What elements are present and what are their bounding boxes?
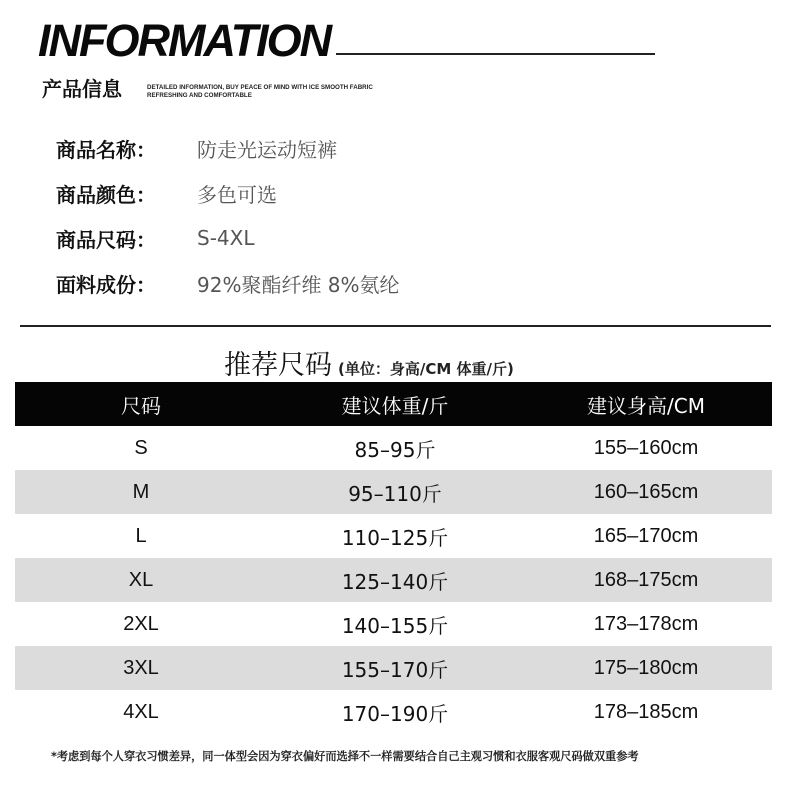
- page-title: INFORMATION: [38, 15, 331, 66]
- cell-size: L: [135, 524, 147, 547]
- column-header-weight: 建议体重/斤: [341, 393, 449, 418]
- info-row-name: [56, 133, 337, 163]
- info-label: 商品颜色：: [56, 182, 156, 207]
- info-row-color: [56, 178, 277, 208]
- footnote: *考虑到每个人穿衣习惯差异，同一体型会因为穿衣偏好而选择不一样需要结合自己主观习惯和衣服客观尺码做双重参考: [51, 750, 639, 763]
- cell-weight: 140–155斤: [341, 613, 449, 638]
- size-chart-unit-note: (单位：身高/CM 体重/斤): [338, 360, 514, 378]
- table-row: [15, 646, 772, 690]
- section-divider: [20, 325, 771, 327]
- cell-height: 168–175cm: [593, 568, 699, 591]
- size-chart-heading: [224, 343, 514, 382]
- info-value: 防走光运动短裤: [197, 137, 337, 162]
- size-table: [15, 382, 772, 734]
- table-row: [15, 602, 772, 646]
- cell-size: M: [132, 480, 150, 503]
- cell-weight: 95–110斤: [348, 481, 442, 506]
- info-label: 商品名称：: [56, 137, 156, 162]
- table-row: [15, 558, 772, 602]
- subtitle-note: [147, 84, 397, 100]
- table-row: [15, 470, 772, 514]
- cell-size: 4XL: [123, 700, 159, 723]
- table-row: [15, 514, 772, 558]
- info-value: 多色可选: [197, 182, 277, 207]
- cell-size: S: [134, 436, 148, 459]
- info-label: 面料成份：: [56, 272, 156, 297]
- cell-height: 155–160cm: [593, 436, 699, 459]
- cell-height: 178–185cm: [593, 700, 699, 723]
- info-value: S-4XL: [197, 226, 255, 250]
- cell-size: 2XL: [123, 612, 159, 635]
- cell-height: 173–178cm: [593, 612, 699, 635]
- info-label: 商品尺码：: [56, 227, 156, 252]
- info-row-fabric: [56, 268, 400, 298]
- section-subtitle: 产品信息: [42, 77, 122, 101]
- cell-weight: 110–125斤: [341, 525, 449, 550]
- column-header-size: 尺码: [121, 393, 161, 418]
- cell-height: 165–170cm: [593, 524, 699, 547]
- cell-weight: 170–190斤: [341, 701, 449, 726]
- cell-height: 175–180cm: [593, 656, 699, 679]
- cell-height: 160–165cm: [593, 480, 699, 503]
- table-row: [15, 690, 772, 734]
- size-table-header: [15, 382, 772, 426]
- size-chart-title: 推荐尺码: [224, 350, 332, 381]
- cell-size: XL: [128, 568, 154, 591]
- info-value: 92%聚酯纤维 8%氨纶: [197, 272, 400, 297]
- cell-weight: 85–95斤: [354, 437, 436, 462]
- cell-size: 3XL: [123, 656, 159, 679]
- cell-weight: 155–170斤: [341, 657, 449, 682]
- subtitle-note-line-1: DETAILED INFORMATION, BUY PEACE OF MIND WITH ICE SMOOTH FABRIC: [147, 84, 373, 91]
- column-header-height: 建议身高/CM: [587, 393, 705, 418]
- info-row-size: [56, 223, 254, 253]
- cell-weight: 125–140斤: [341, 569, 449, 594]
- table-row: [15, 426, 772, 470]
- subtitle-note-line-2: REFRESHING AND COMFORTABLE: [147, 92, 252, 100]
- title-rule: [336, 53, 655, 55]
